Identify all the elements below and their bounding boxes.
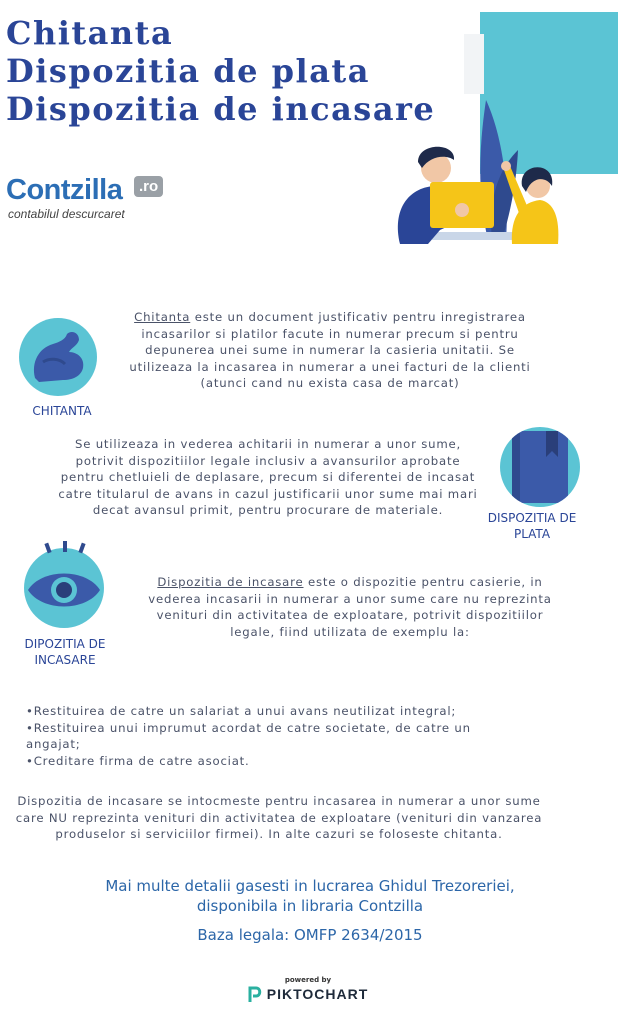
flexed-arm-icon	[19, 318, 97, 396]
eye-lashes-icon	[40, 540, 90, 554]
logo-suffix: .ro	[134, 176, 163, 197]
hero-illustration	[380, 10, 618, 250]
chitanta-text: este un document justificativ pentru inregistrarea incasarilor si platilor facute in numerar precum si pentru depunerea unei sume in numerar la casieria unitatii. Se utilizeaza la incasarea in numerar a unei facturi de la clienti (atunci cand nu exista casa de marcat)	[129, 310, 531, 390]
hero-light-panel	[464, 34, 484, 94]
chitanta-icon-circle	[19, 318, 97, 396]
title-line-1: Chitanta	[6, 14, 174, 52]
incasare-description	[140, 574, 560, 640]
contzilla-logo[interactable]	[6, 174, 176, 224]
list-item: • Restituirea de catre un salariat a unui avans neutilizat integral;	[26, 703, 526, 720]
chitanta-description	[120, 309, 540, 392]
examples-list	[26, 703, 526, 769]
logo-main-text: Contzilla	[6, 174, 123, 206]
chitanta-lead-term: Chitanta	[134, 310, 191, 324]
chitanta-label: CHITANTA	[32, 404, 92, 418]
incasare-icon-circle	[24, 548, 104, 628]
piktochart-footer[interactable]	[238, 976, 378, 1002]
final-paragraph: Dispozitia de incasare se intocmeste pentru incasarea in numerar a unor sume care NU reprezinta venituri din activitatea de exploatare (venituri din vanzarea produselor si serviciilor firmei). In alte cazuri se foloseste chitanta.	[15, 794, 543, 841]
incasare-lead-term: Dispozitia de incasare	[157, 575, 304, 589]
list-item: • Creditare firma de catre asociat.	[26, 753, 526, 770]
incasare-label-line-2: INCASARE	[34, 653, 96, 667]
title-line-3: Dispozitia de incasare	[6, 90, 436, 128]
plata-label-line-2: PLATA	[513, 527, 551, 541]
piktochart-brand-text: PIKTOCHART	[266, 986, 369, 1002]
powered-by-label: powered by	[284, 976, 332, 984]
plata-description: Se utilizeaza in vederea achitarii in numerar a unor sume, potrivit dispozitiilor legale inclusiv a avansurilor aprobate pentru chetluieli de deplasare, precum si diferentei de incasat catre titularul de avans in cazul justificarii unor sume mai mari decat avansul primit, pentru procurare de materiale.	[58, 437, 478, 517]
incasare-label-line-1: DIPOZITIA DE	[24, 637, 106, 651]
title-line-2: Dispozitia de plata	[6, 52, 370, 90]
page-title	[6, 14, 435, 128]
plata-label	[476, 510, 588, 542]
incasare-label	[12, 636, 118, 668]
book-icon	[500, 427, 580, 507]
plata-label-line-1: DISPOZITIA DE	[487, 511, 577, 525]
more-info-text	[60, 876, 560, 916]
man-hand	[455, 203, 469, 217]
woman-hand	[501, 161, 511, 171]
logo-tagline: contabilul descurcaret	[8, 207, 125, 221]
piktochart-logo-icon	[248, 986, 262, 1002]
piktochart-brand	[238, 986, 378, 1002]
list-item: • Restituirea unui imprumut acordat de catre societate, de catre un angajat;	[26, 720, 526, 753]
legal-basis: Baza legala: OMFP 2634/2015	[197, 926, 423, 944]
more-info-line-1: Mai multe detalii gasesti in lucrarea Ghidul Trezoreriei,	[105, 877, 515, 895]
more-info-line-2: disponibila in libraria Contzilla	[196, 897, 424, 915]
incasare-text: este o dispozitie pentru casierie, in vederea incasarii in numerar a unor sume care nu reprezinta venituri din activitatea de exploatare, potrivit dispozitiilor legale, fiind utilizata de exemplu la:	[148, 575, 552, 639]
plata-icon-circle	[500, 427, 580, 507]
eye-icon	[24, 548, 104, 628]
